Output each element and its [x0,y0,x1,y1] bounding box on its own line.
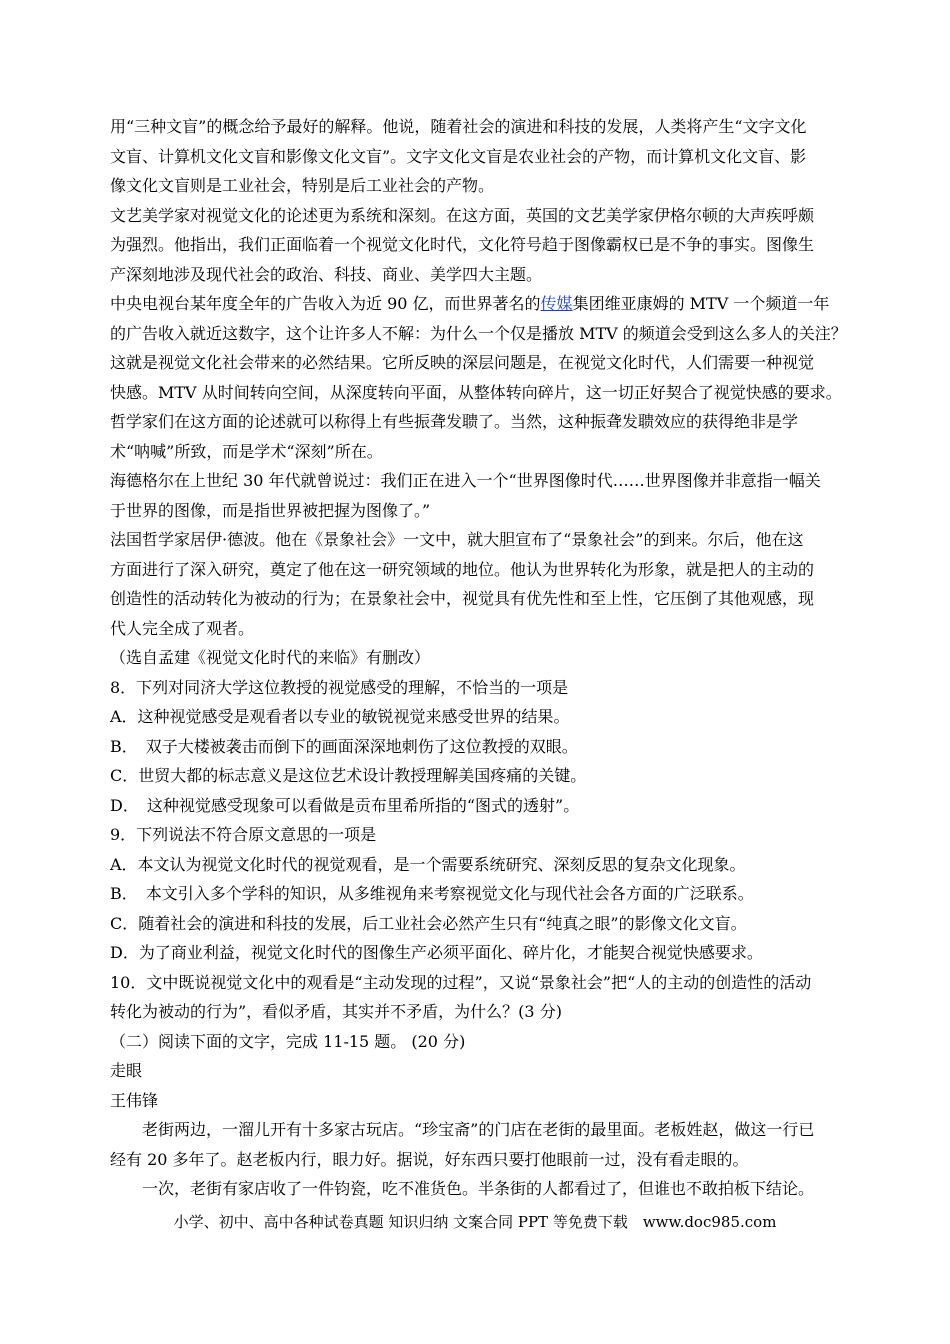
text-segment: 中央电视台某年度全年的广告收入为近 90 亿，而世界著名的 [110,294,541,313]
text-line: 用“三种文盲”的概念给予最好的解释。他说，随着社会的演进和科技的发展，人类将产生“文字文化 [110,117,807,136]
option-d: D． 这种视觉感受现象可以看做是贡布里希所指的“图式的透射”。 [110,795,580,815]
document-body [110,112,850,1204]
text-line: 创造性的活动转化为被动的行为；在景象社会中，视觉具有优先性和至上性，它压倒了其他观感，现 [110,589,815,608]
text-line: 这就是视觉文化社会带来的必然结果。它所反映的深层问题是，在视觉文化时代，人们需要一种视觉 [110,353,815,372]
media-link[interactable]: 传媒 [540,294,573,313]
text-line: 文盲、计算机文化文盲和影像文化文盲”。文字文化文盲是农业社会的产物，而计算机文化文盲、影 [110,146,807,166]
paragraph-debord [110,525,850,643]
text-line: 的广告收入就近这数字，这个让许多人不解：为什么一个仅是播放 MTV 的频道会受到这么多人的关注？ [110,323,847,343]
question-10 [110,968,850,1027]
story-title: 走眼 [110,1061,143,1080]
paragraph-eagleton [110,201,850,290]
source-note [110,643,850,673]
text-line: 哲学家们在这方面的论述就可以称得上有些振聋发聩了。当然，这种振聋发聩效应的获得绝非是学 [110,412,799,431]
text-line: 经有 20 多年了。赵老板内行，眼力好。据说，好东西只要打他眼前一过，没有看走眼的。 [110,1149,749,1169]
question-9 [110,820,850,968]
text-line: 法国哲学家居伊·德波。他在《景象社会》一文中，就大胆宣布了“景象社会”的到来。尔后，他在这 [110,530,804,549]
text-line: 老街两边，一溜儿开有十多家古玩店。“珍宝斋”的门店在老街的最里面。老板姓赵，做这一行已 [142,1120,815,1139]
text-line: 方面进行了深入研究，奠定了他在这一研究领域的地位。他认为世界转化为形象，就是把人的主动的 [110,559,815,579]
paragraph-three-illiteracies [110,112,850,201]
option-c: C．随着社会的演进和科技的发展，后工业社会必然产生只有“纯真之眼”的影像文化文盲。 [110,913,747,933]
text-line: 像文化文盲则是工业社会，特别是后工业社会的产物。 [110,176,495,195]
text-segment: 集团维亚康姆的 MTV 一个频道一年 [572,294,830,313]
text-line: 术“呐喊”所致，而是学术“深刻”所在。 [110,441,383,461]
option-b: B． 双子大楼被袭击而倒下的画面深深地刺伤了这位教授的双眼。 [110,736,578,756]
option-c: C．世贸大都的标志意义是这位艺术设计教授理解美国疼痛的关键。 [110,766,587,785]
option-a: A．本文认为视觉文化时代的视觉观看，是一个需要系统研究、深刻反思的复杂文化现象。 [110,854,746,874]
paragraph-mtv [110,289,850,466]
story-author: 王伟锋 [110,1090,159,1110]
text-line [110,289,850,319]
text-line: 10．文中既说视觉文化中的观看是“主动发现的过程”，又说“景象社会”把“人的主动的创造性的活动 [110,972,812,992]
paragraph-heidegger [110,466,850,525]
section-heading: （二）阅读下面的文字，完成 11-15 题。 (20 分) [110,1031,466,1051]
option-d: D．为了商业利益，视觉文化时代的图像生产必须平面化、碎片化，才能契合视觉快感要求。 [110,943,763,962]
text-line: 为强烈。他指出，我们正面临着一个视觉文化时代，文化符号趋于图像霸权已是不争的事实。图像生 [110,235,815,254]
text-line: （选自孟建《视觉文化时代的来临》有删改） [110,648,431,667]
section-2 [110,1027,850,1204]
text-line: 转化为被动的行为”，看似矛盾，其实并不矛盾，为什么？(3 分) [110,1002,562,1021]
text-line: 产深刻地涉及现代社会的政治、科技、商业、美学四大主题。 [110,264,543,284]
text-line: 于世界的图像，而是指世界被把握为图像了。” [110,500,431,520]
text-line: 快感。MTV 从时间转向空间，从深度转向平面，从整体转向碎片，这一切正好契合了视觉快感的要求。 [110,382,842,402]
page-footer: 小学、初中、高中各种试卷真题 知识归纳 文案合同 PPT 等免费下载 www.doc985.com [173,1213,777,1231]
question-stem: 9．下列说法不符合原文意思的一项是 [110,825,377,844]
text-line: 海德格尔在上世纪 30 年代就曾说过：我们正在进入一个“世界图像时代……世界图像并非意指一幅关 [110,471,821,490]
text-line: 代人完全成了观者。 [110,618,255,638]
text-line: 文艺美学家对视觉文化的论述更为系统和深刻。在这方面，英国的文艺美学家伊格尔顿的大声疾呼颇 [110,205,815,225]
option-b: B． 本文引入多个学科的知识，从多维视角来考察视觉文化与现代社会各方面的广泛联系。 [110,884,754,903]
question-stem: 8．下列对同济大学这位教授的视觉感受的理解，不恰当的一项是 [110,677,569,697]
text-line: 一次，老街有家店收了一件钧瓷，吃不准货色。半条街的人都看过了，但谁也不敢拍板下结论。 [142,1179,815,1198]
question-8 [110,673,850,821]
option-a: A．这种视觉感受是观看者以专业的敏锐视觉来感受世界的结果。 [110,707,570,726]
